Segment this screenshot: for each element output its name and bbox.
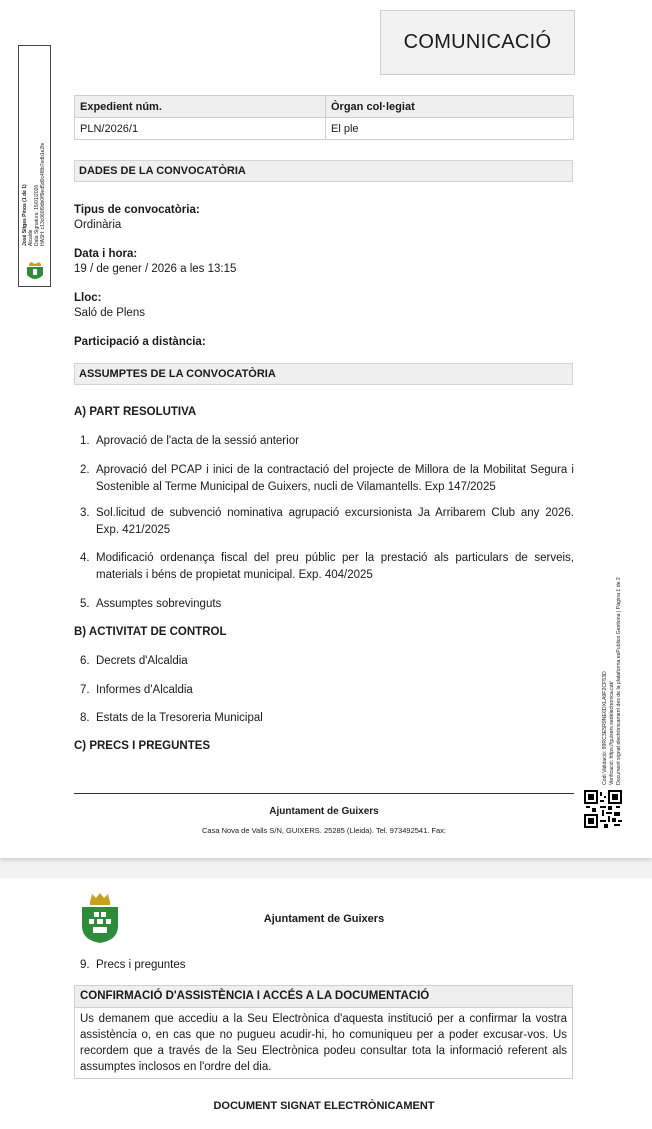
verification-platform: Document signat electrònicament des de la plataforma esPublico Gestiona | Pàgina 1 de 2 [616, 577, 622, 785]
expedient-header: Expedient núm. [75, 96, 326, 118]
coat-of-arms-icon [24, 261, 46, 283]
data-label: Data i hora: [74, 248, 138, 260]
lloc-value: Saló de Plens [74, 307, 145, 319]
signature-date: Data Signatura: 15/01/2026 [34, 184, 40, 246]
signer-role: Alcalde [28, 229, 34, 246]
confirmation-title: CONFIRMACIÓ D'ASSISTÈNCIA I ACCÉS A LA DOCUMENTACIÓ [75, 986, 572, 1008]
organ-header: Òrgan col·legiat [326, 96, 574, 118]
verification-url[interactable]: Verificació: https://guixers.sedelectronica.cat/ [609, 681, 615, 785]
section-assumptes: ASSUMPTES DE LA CONVOCATÒRIA [74, 363, 573, 385]
distancia-label: Participació a distància: [74, 336, 206, 348]
info-table [74, 95, 574, 140]
footer-org: Ajuntament de Guixers [269, 806, 379, 817]
footer-divider [74, 793, 574, 794]
section-dades: DADES DE LA CONVOCATÒRIA [74, 160, 573, 182]
agenda-item: 6. Decrets d'Alcaldia [80, 655, 188, 667]
confirmation-text: Us demanem que accediu a la Seu Electrònica d'aquesta institució per a confirmar la vostra assistència o, en cas que no pugueu acudir-hi, ho comuniqueu per a poder excusar-vos. Us recordem que a través de la Seu Electrònica podeu consultar tota la informació referent als assumptes inclosos en l'ordre del dia. [80, 1013, 567, 1073]
agenda-item: 9. Precs i preguntes [80, 959, 186, 971]
part-activitat-control: B) ACTIVITAT DE CONTROL [74, 626, 227, 638]
expedient-value: PLN/2026/1 [75, 118, 326, 140]
signed-notice: DOCUMENT SIGNAT ELECTRÒNICAMENT [213, 1100, 435, 1112]
lloc-label: Lloc: [74, 292, 102, 304]
agenda-item: 8. Estats de la Tresoreria Municipal [80, 712, 263, 724]
tipus-label: Tipus de convocatòria: [74, 204, 200, 216]
data-value: 19 / de gener / 2026 a les 13:15 [74, 263, 237, 275]
agenda-item: 1. Aprovació de l'acta de la sessió anterior [80, 435, 299, 447]
page2-header-org: Ajuntament de Guixers [263, 913, 385, 925]
signature-box [18, 45, 51, 287]
footer-address: Casa Nova de Valls S/N, GUIXERS. 25285 (Lleida). Tel. 973492541. Fax: [201, 826, 447, 835]
agenda-item: 4. Modificació ordenança fiscal del preu públic per la prestació als particulars de serveis, materials i béns de propietat municipal. Exp. 404/2025 [80, 552, 574, 581]
signer-name: Josè Sitges Pinos (1 de 1) [22, 184, 28, 246]
signature-hash: HASH: c13c060f9db0ff9ed5d0c4f8b7edb1e2fe [40, 142, 46, 246]
part-precs-preguntes: C) PRECS I PREGUNTES [74, 740, 211, 752]
qr-code-icon [584, 790, 622, 828]
confirmation-box [74, 985, 573, 1079]
organ-value: El ple [326, 118, 574, 140]
agenda-item: 3. Sol.licitud de subvenció nominativa agrupació excursionista Ja Arribarem Club any 2026. Exp. 421/2025 [80, 507, 574, 536]
document-title: COMUNICACIÓ [380, 10, 575, 75]
agenda-item: 7. Informes d'Alcaldia [80, 684, 193, 696]
agenda-item: 5. Assumptes sobrevinguts [80, 598, 222, 610]
document-page-2 [0, 878, 652, 1129]
part-resolutiva: A) PART RESOLUTIVA [74, 406, 197, 418]
agenda-item: 2. Aprovació del PCAP i inici de la contractació del projecte de Millora de la Mobilitat Segura i Sostenible al Terme Municipal de Guixers, nucli de Vilamantells. Exp 147/2025 [80, 464, 574, 493]
tipus-value: Ordinària [74, 219, 122, 231]
verification-code: Codi Validació: 99RC3E5R9NE6DXLA9F2CF53D [602, 671, 608, 785]
